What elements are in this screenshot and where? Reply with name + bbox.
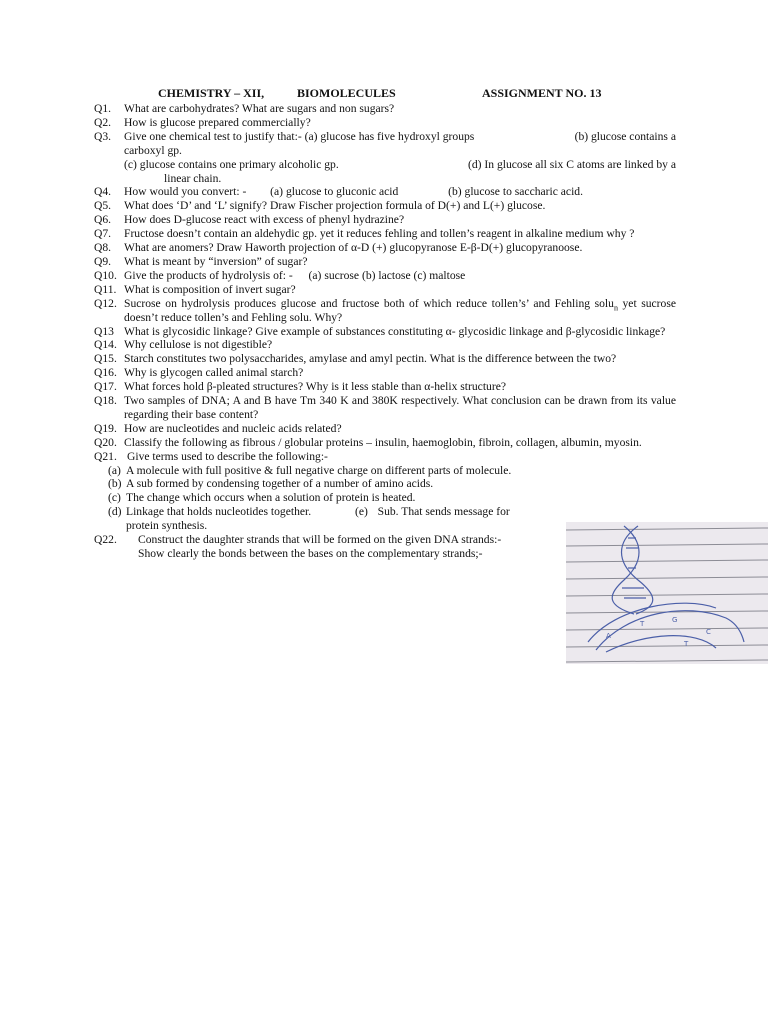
svg-text:T: T [684,640,689,648]
dna-helix-sketch-icon [566,522,768,664]
question-q17: Q17. What forces hold β-pleated structures? Why is it less stable than α-helix structure? [94,380,506,394]
svg-text:G: G [672,616,678,624]
q21-item-d-e: (d) Linkage that holds nucleotides together. (e) Sub. That sends message for [108,505,510,519]
q21-item-a: (a) A molecule with full positive & full negative charge on different parts of molecule. [108,463,512,477]
question-q15: Q15. Starch constitutes two polysaccharides, amylase and amyl pectin. What is the difference between the two? [94,352,617,366]
assignment-number: ASSIGNMENT NO. 13 [482,86,602,100]
q21-item-c: (c) The change which occurs when a solution of protein is heated. [108,491,416,505]
svg-text:C: C [706,628,711,636]
question-q10: Q10. Give the products of hydrolysis of: - (a) sucrose (b) lactose (c) maltose [94,268,466,282]
question-q13: Q13 What is glycosidic linkage? Give example of substances constituting α- glycosidic linkage and β-glycosidic linkage? [94,324,666,338]
subject-title: CHEMISTRY – XII, [158,86,265,100]
q21-item-b: (b) A sub formed by condensing together of a number of amino acids. [108,477,434,491]
q21-item-e-cont: protein synthesis. [126,519,208,533]
question-q5: Q5. What does ‘D’ and ‘L’ signify? Draw Fischer projection formula of D(+) and L(+) glucose. [94,199,546,213]
question-q12: Q12. Sucrose on hydrolysis produces glucose and fructose both of which reduce tollen’s’ and Fehling solu$_n$ yet sucrose doesn’t reduce tollen’s and Fehling solu. Why? [94,296,676,324]
topic-title: BIOMOLECULES [297,86,396,100]
assignment-header [0,87,768,103]
question-q18: Q18. Two samples of DNA; A and B have Tm 340 K and 380K respectively. What conclusion can be drawn from its value regarding their base content? [94,394,676,421]
question-q4: Q4. How would you convert: - (a) glucose to gluconic acid (b) glucose to saccharic acid. [94,185,583,199]
question-q16: Q16. Why is glycogen called animal starch? [94,366,304,380]
question-q3: Q3. Give one chemical test to justify that:- (a) glucose has five hydroxyl groups (b) glucose contains a carboxyl gp. (c) glucose contains one primary alcoholic gp. (d) In glucose all six C atoms are linked by a linear chain. [94,129,676,185]
question-q11: Q11. What is composition of invert sugar? [94,282,296,296]
question-q1: Q1. What are carbohydrates? What are sugars and non sugars? [94,102,395,115]
question-q7: Q7. Fructose doesn’t contain an aldehydic gp. yet it reduces fehling and tollen’s reagent in alkaline medium why ? [94,227,635,241]
question-q20: Q20. Classify the following as fibrous / globular proteins – insulin, haemoglobin, fibroin, collagen, albumin, myosin. [94,435,642,449]
question-q9: Q9. What is meant by “inversion” of sugar? [94,254,308,268]
q21-sub-items [94,464,566,534]
question-list [94,102,676,561]
question-q22: Q22. Construct the daughter strands that will be formed on the given DNA strands:- Show clearly the bonds between the bases on the complementary strands;- [94,533,502,560]
question-q21: Q21. Give terms used to describe the following:- (a) A molecule with full positive & full negative charge on different parts of molecule. (b) A sub formed by condensing together of a number of amino acids. (c) The change which occurs when a solution of protein is heated. (d) Linkage that holds nucleotides together. (e) Sub. That sends message for protein synthesis. [94,450,554,533]
question-q14: Q14. Why cellulose is not digestible? [94,338,273,352]
question-q19: Q19. How are nucleotides and nucleic acids related? [94,421,342,435]
question-q8: Q8. What are anomers? Draw Haworth projection of α-D (+) glucopyranose E-β-D(+) glucopyranoose. [94,241,583,255]
dna-figure [566,522,768,664]
question-q2: Q2. How is glucose prepared commercially? [94,115,311,129]
svg-text:A: A [606,632,611,640]
question-q6: Q6. How does D-glucose react with excess of phenyl hydrazine? [94,213,405,227]
svg-text:T: T [640,620,645,628]
